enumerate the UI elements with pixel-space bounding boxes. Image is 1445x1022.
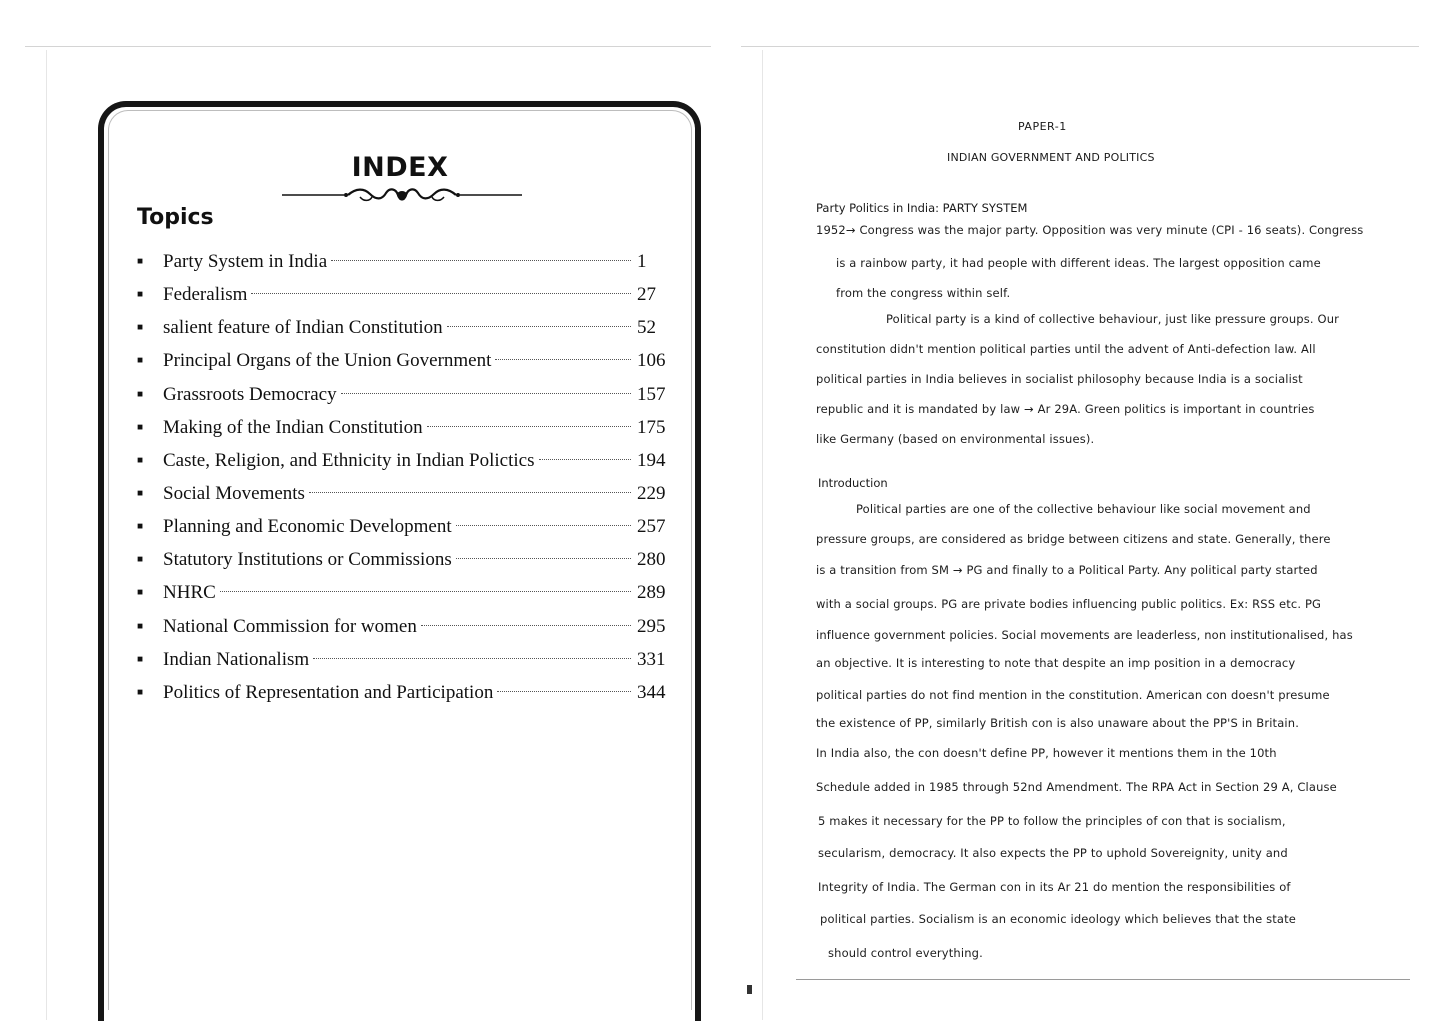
paper-label: PAPER-1 — [1018, 120, 1067, 133]
toc-entry-page: 344 — [637, 681, 666, 703]
toc-entry-page: 27 — [637, 284, 656, 306]
handwritten-line: secularism, democracy. It also expects the PP to uphold Sovereignity, unity and — [818, 846, 1288, 860]
handwritten-line: political parties do not find mention in the constitution. American con doesn't presume — [816, 688, 1330, 702]
toc-entry-page: 194 — [637, 449, 666, 471]
bullet-icon: ■ — [137, 554, 144, 566]
toc-entry-page: 229 — [637, 482, 666, 504]
bullet-icon: ■ — [137, 686, 144, 698]
handwritten-line: is a rainbow party, it had people with different ideas. The largest opposition came — [836, 256, 1321, 270]
left-page-left-edge — [46, 50, 47, 1020]
dot-leader — [495, 359, 631, 360]
dot-leader — [539, 459, 631, 460]
page-bottom-rule — [796, 979, 1410, 980]
toc-entry-page: 175 — [637, 416, 666, 438]
bullet-icon: ■ — [137, 587, 144, 599]
toc-entry-page: 331 — [637, 648, 666, 670]
toc-entry[interactable] — [137, 477, 669, 510]
ornament-divider-icon — [282, 186, 522, 204]
toc-entry[interactable] — [137, 610, 669, 643]
dot-leader — [341, 393, 631, 394]
toc-entry[interactable] — [137, 245, 669, 278]
dot-leader — [220, 591, 631, 592]
introduction-heading: Introduction — [818, 476, 888, 490]
left-page-top-edge — [25, 46, 711, 47]
toc-entry-title: Statutory Institutions or Commissions — [163, 549, 452, 571]
dot-leader — [427, 426, 631, 427]
bullet-icon: ■ — [137, 256, 144, 267]
handwritten-line: constitution didn't mention political parties until the advent of Anti-defection law. All — [816, 342, 1316, 356]
toc-entry-title: Grassroots Democracy — [163, 383, 337, 405]
right-page-top-edge — [741, 46, 1419, 47]
topics-heading: Topics — [137, 205, 214, 230]
handwritten-line: In India also, the con doesn't define PP, however it mentions them in the 10th — [816, 746, 1277, 760]
dot-leader — [251, 293, 631, 294]
toc-entry-title: Making of the Indian Constitution — [163, 416, 423, 438]
toc-entry-title: Principal Organs of the Union Government — [163, 350, 492, 372]
toc-entry-page: 257 — [637, 516, 666, 538]
handwritten-line: political parties. Socialism is an economic ideology which believes that the state — [820, 912, 1297, 926]
toc-entry-title: Indian Nationalism — [163, 648, 310, 670]
handwritten-line: pressure groups, are considered as bridge between citizens and state. Generally, there — [816, 532, 1331, 546]
bullet-icon: ■ — [137, 421, 144, 433]
toc-entry[interactable] — [137, 510, 669, 543]
handwritten-line: 5 makes it necessary for the PP to follow the principles of con that is socialism, — [818, 814, 1286, 828]
handwritten-line: Political parties are one of the collective behaviour like social movement and — [856, 502, 1311, 516]
handwritten-line: Integrity of India. The German con in its Ar 21 do mention the responsibilities of — [818, 880, 1291, 894]
handwritten-line: influence government policies. Social movements are leaderless, non institutionalised, has — [816, 628, 1353, 642]
toc-entry-title: Social Movements — [163, 482, 305, 504]
handwritten-line: political parties in India believes in socialist philosophy because India is a socialist — [816, 372, 1303, 386]
toc-entry-page: 52 — [637, 317, 656, 339]
section-heading: Party Politics in India: PARTY SYSTEM — [816, 201, 1028, 215]
bullet-icon: ■ — [137, 620, 144, 632]
handwritten-line: an objective. It is interesting to note that despite an imp position in a democracy — [816, 656, 1296, 670]
bullet-icon: ■ — [137, 454, 144, 466]
handwritten-line: like Germany (based on environmental issues). — [816, 432, 1095, 446]
dot-leader — [313, 658, 631, 659]
toc-entry[interactable] — [137, 576, 669, 609]
dot-leader — [309, 492, 631, 493]
toc-entry-title: Planning and Economic Development — [163, 516, 452, 538]
toc-entry-page: 157 — [637, 383, 666, 405]
bullet-icon: ■ — [137, 289, 144, 301]
dot-leader — [447, 326, 631, 327]
handwritten-line: the existence of PP, similarly British con is also unaware about the PP'S in Britain. — [816, 716, 1300, 730]
handwritten-line: 1952→ Congress was the major party. Opposition was very minute (CPI - 16 seats). Congress — [816, 223, 1364, 237]
toc-entry[interactable] — [137, 444, 669, 477]
toc-entry-title: salient feature of Indian Constitution — [163, 317, 443, 339]
dot-leader — [497, 691, 631, 692]
handwritten-line: is a transition from SM → PG and finally to a Political Party. Any political party started — [816, 563, 1318, 577]
handwritten-line: republic and it is mandated by law → Ar 29A. Green politics is important in countries — [816, 402, 1315, 416]
dot-leader — [421, 625, 631, 626]
bullet-icon: ■ — [137, 388, 144, 400]
bullet-icon: ■ — [137, 487, 144, 499]
toc-entry-title: National Commission for women — [163, 615, 417, 637]
toc-entry[interactable] — [137, 543, 669, 576]
dot-leader — [456, 558, 631, 559]
handwritten-line: should control everything. — [828, 946, 983, 960]
toc-entry[interactable] — [137, 344, 669, 377]
toc-entry-page: 289 — [637, 582, 666, 604]
paper-title: INDIAN GOVERNMENT AND POLITICS — [947, 151, 1155, 164]
toc-entry-page: 295 — [637, 615, 666, 637]
handwritten-line: Political party is a kind of collective behaviour, just like pressure groups. Our — [886, 312, 1340, 326]
toc-entry-title: Caste, Religion, and Ethnicity in Indian Polictics — [163, 449, 535, 471]
toc-entry[interactable] — [137, 411, 669, 444]
handwritten-line: with a social groups. PG are private bodies influencing public politics. Ex: RSS etc. PG — [816, 597, 1322, 611]
toc-entry-page: 1 — [637, 251, 647, 272]
right-page-left-edge — [762, 50, 763, 1020]
handwritten-line: Schedule added in 1985 through 52nd Amendment. The RPA Act in Section 29 A, Clause — [816, 780, 1337, 794]
toc-entry-page: 106 — [637, 350, 666, 372]
bullet-icon: ■ — [137, 653, 144, 665]
binding-mark — [747, 985, 752, 994]
toc-entry[interactable] — [137, 278, 669, 311]
bullet-icon: ■ — [137, 322, 144, 334]
toc-entry[interactable] — [137, 311, 669, 344]
table-of-contents — [137, 245, 669, 709]
bullet-icon: ■ — [137, 355, 144, 367]
toc-entry-page: 280 — [637, 549, 666, 571]
dot-leader — [331, 260, 631, 261]
toc-entry[interactable] — [137, 676, 669, 709]
dot-leader — [456, 525, 631, 526]
toc-entry-title: NHRC — [163, 582, 216, 604]
toc-entry-title: Party System in India — [163, 251, 328, 272]
index-title: INDEX — [351, 152, 449, 183]
toc-entry-title: Politics of Representation and Participation — [163, 681, 494, 703]
toc-entry-title: Federalism — [163, 284, 248, 306]
bullet-icon: ■ — [137, 521, 144, 533]
toc-entry[interactable] — [137, 643, 669, 676]
handwritten-line: from the congress within self. — [836, 286, 1011, 300]
toc-entry[interactable] — [137, 378, 669, 411]
